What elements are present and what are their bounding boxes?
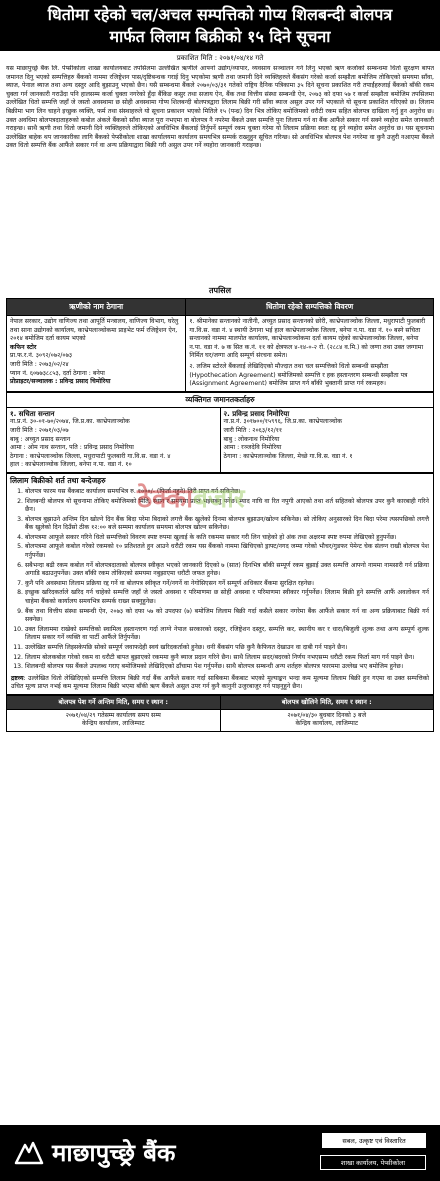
guarantor-2-line: ठेगाना : काभ्रेपलाञ्चोक जिल्ला, मेच्छे गा.वि.स. वडा नं. १ (223, 452, 353, 460)
header-title-line1: धितोमा रहेको चल/अचल सम्पत्तिको गोप्य शिलबन्दी बोलपत्र (47, 5, 393, 24)
tapasil-title: तपसिल (208, 286, 231, 295)
firm-proprietor: प्रोप्राइटर/सञ्चालक : प्रविन्द्र प्रसाद चिमोरिया (10, 378, 111, 386)
guarantor-2-line: ना.प्र.नं. ३०१७००/१५९९६, जि.प्र.का. काभ्रेपलाञ्चोक (223, 418, 343, 426)
guarantor-2-heading: २. प्रविन्द्र प्रसाद निमोरिया (223, 409, 290, 418)
term-item: 8. इच्छुक खरिदकर्ताले खरिद गर्न चाहेको सम्पत्ति जहाँ जे जस्तो अवस्था र परिमाणमा छ सोही अवस्था र परिमाणमा स्वीकार गर्नुपर्नेछ। लिलाम बिक्री हुने सम्पत्ति आफैं अवलोकन गर्न चाहेमा बैंकको कार्यालय समयभित्र सम्पर्क राख्न सक्नुहुनेछ। (25, 589, 429, 606)
opening-date: २०७१/०४/३० बुधबार दिनको ३ बजे (287, 711, 367, 719)
guarantor-1-line: ठेगाना : काभ्रेपलाञ्चोक जिल्ला, मधुरापाटी फुलबारी गा.वि.स. वडा नं. ४ (10, 452, 171, 460)
guarantor-1-line: बाबु : अच्युत प्रसाद सन्तान (10, 435, 71, 443)
notice-header (0, 0, 440, 51)
watermark-logo (137, 479, 245, 515)
guarantor-1 (7, 407, 221, 472)
term-item: 1. बोलपत्र फारम यस बैंकबाट कार्यालय समयभित्र रु. १०००/- (फिर्ता नहुने) तिरी प्राप्त गर्न सकिनेछ। (25, 488, 429, 497)
term-item: 3. बोलपत्र बुझाउने अन्तिम दिन खोल्ने दिन बैंक बिदा परेमा बिदाको लगत्तै बैंक खुलेको दिनमा बोलपत्र बुझाउन/खोल्न सकिनेछ। सो तोकिए अनुसारको दिन बिदा परेमा त्यसपछिको लगत्तै बैंक खुलेको दिन दिउँसो ठीक १२:०० बजे सम्ममा कार्यालय समयमा बोलपत्र खोल्न सकिनेछ। (25, 516, 429, 533)
note-text: : उल्लेखित धितो लेखिदिएको सम्पत्ति लिलाम बिक्री गर्दा बैंक आफैंले सकार गर्दा साबिकमा बैंकबाट भएको मूल्याङ्कन भन्दा कम मूल्यमा लिलाम बिक्री हुन गएमा वा उक्त सम्पत्तिको उचित मूल्य प्राप्त नभई कम मूल्यमा लिलाम बिक्री भएमा बाँकी ऋण बैंकले असुल उपर गर्न कुनै कानुनी उजुरबाजुर गर्न पाइनुहुने छैन। (11, 674, 429, 691)
opening-place: केन्द्रिय कार्यालय, लाजिम्पाट (295, 720, 359, 728)
guarantor-1-heading: १. सचिता सन्तान (10, 409, 55, 418)
firm-reg-no: प्रा.फ.र.नं. ३०९२/०७२/०७३ (10, 352, 73, 360)
term-item: 7. कुनै पनि अवस्थामा लिलाम प्रक्रिया रद्द गर्ने वा बोलपत्र स्वीकृत गर्ने/नगर्ने वा नेगोसिएसन गर्ने सम्पूर्ण अधिकार बैंकमा सुरक्षित रहनेछ। (25, 580, 429, 589)
bank-logo-icon (14, 1137, 44, 1167)
terms-section (6, 473, 434, 695)
guarantor-1-line: आमा : ओम नाथ सन्तान, पति : प्रविन्द्र प्रसाद निमोरिया (10, 444, 134, 452)
borrower-description: नेपाल सरकार, उद्योग वाणिज्य तथा आपूर्ति मन्त्रालय, वाणिज्य विभाग, घरेलु तथा साना उद्योगको कार्यालय, काभ्रेपलाञ्चोकमा प्राइभेट फर्म रजिष्ट्रेशन ऐन, २०१४ बमोजिम दर्ता कायम भएको (10, 318, 179, 343)
borrower-column-header: ऋणीको नाम ठेगाना (7, 299, 186, 316)
collateral-item-2: २. लजिम स्टोरले बैंकलाई लेखिदिएको मौज्दात तथा चल सम्पत्तिको धितो सम्बन्धी सम्झौता (Hypothecation Agreement) बमोजिमको सम्पत्ति र हक हस्तान्तरण सम्बन्धी सम्झौता पत्र (Assignment Agreement) बमोजिम प्राप्त गर्न बाँकी भुक्तानी प्राप्त गर्न रकमहरु। (189, 362, 408, 388)
guarantor-1-line: जारी मिति : २०७१/०३/०७ (10, 426, 69, 434)
note-label: द्रष्टव्य (11, 674, 24, 682)
bank-tagline: सबल, उत्कृष्ट एवं विस्तारित (322, 1133, 426, 1148)
collateral-cell (186, 316, 434, 392)
submit-deadline-place: केन्द्रिय कार्यालय, लाजिम्पाट (81, 720, 145, 728)
schedule-table (6, 695, 434, 732)
submit-deadline-header: बोलपत्र पेश गर्ने अन्तिम मिति, समय र स्थान : (7, 695, 221, 709)
guarantor-2-line: जारी मिति : २०६३/१२/११ (223, 426, 283, 434)
bank-footer (0, 1125, 440, 1181)
guarantor-1-line: ना.प्र.नं. ३०-०१-७०/२०७४, जि.प्र.का. काभ्रेपलाञ्चोक (10, 418, 130, 426)
term-item: 2. शिलबन्दी बोलपत्र यो सूचनामा तोकिए बमोजिमको मिति, स्थान र समयमा प्राप्त भइसक्नु पर्नेछ। म्याद नाघि वा रित नपुगी आएको तथा शर्त सहितको बोलपत्र उपर कुनै कारबाही गरिने छैन। (25, 498, 429, 515)
submit-deadline-cell (7, 709, 221, 731)
term-item: 10. उक्त लिलाममा राखेको सम्पत्तिको स्वामित्व हस्तान्तरण गर्दा लाग्ने नेपाल सरकारको दस्तुर, रजिष्ट्रेशन दस्तुर, सम्पत्ति कर, स्थानीय कर र धारा/बिजुली शुल्क तथा अन्य सम्पूर्ण शुल्क लिलाम सकार गर्ने व्यक्ति वा पार्टी आफैंले तिर्नुपर्नेछ। (25, 626, 429, 643)
borrower-cell (7, 316, 186, 392)
term-item: 6. सबैभन्दा बढी रकम कबोल गर्ने बोलपत्रदाताको बोलपत्र स्वीकृत भएको जानकारी दिएको ७ (सात) दिनभित्र बाँकी सम्पूर्ण रकम बुझाई उक्त सम्पत्ति आफ्नो नाममा नामसारी गर्न प्रक्रिया अगाडि बढाउनुपर्नेछ। उक्त बाँकी रकम तोकिएको समयमा नबुझाएमा धरौटी जफत हुनेछ। (25, 562, 429, 579)
firm-reg-date: जारी मिति : २०७३/०२/२४ (10, 360, 69, 368)
guarantor-2 (220, 407, 434, 472)
guarantor-title: व्यक्तिगत जमानतकर्ताहरु (6, 392, 434, 407)
firm-pan: प्यान नं. ६०७७३८८५३, दर्ता ठेगाना : बनेपा (10, 369, 105, 377)
term-item: 13. शिलबन्दी बोलपत्र यस बैंकले उपलब्ध गराए बमोजिमको लेखिदिएको ढाँचामा पेश गर्नुपर्नेछ। साथै बोलपत्र सम्बन्धी अन्य शर्तहरु बोलपत्र फारममा उल्लेख भए बमोजिम हुनेछ। (25, 663, 429, 672)
guarantor-2-line: बाबु : लोकनाथ निमोरिया (223, 435, 280, 443)
term-item: 12. लिलाम बोलकबोल गरेको रकम वा धरौटी बापत बुझाएको रकममा कुनै ब्याज प्रदान गरिने छैन। साथै लिलाम सदर/बदरको निर्णय नभएसम्म धरौटी रकम फिर्ता माग गर्न पाइने छैन। (25, 654, 429, 663)
firm-name: कफिन स्टोर (10, 343, 37, 351)
opening-header: बोलपत्र खोलिने मिति, समय र स्थान : (220, 695, 434, 709)
intro-paragraph: यस माछापुच्छ्रे बैंक लि. पेप्सीकोला शाखा कार्यालयबाट तपसिलमा उल्लेखित ऋणीले आफ्नो उद्योग/व्यापार, व्यवसाय सञ्चालन गर्न लिनु भएको ऋण कर्जाको सम्बन्धमा धितो सुरक्षण बापत जमानत दिनु भएको सम्पत्तिहरु बैंकको नाममा रजिष्ट्रेशन पास/दृष्टिबन्धक गराई दिनु भएकोमा ऋणी तथा जमानी दिने व्यक्तिहरुले बैंकसंग गरेको कर्जा सम्झौता बमोजिम तोकिएको समयमा साँवा, ब्याज, पेनाल ब्याज तथा अन्य दस्तुर आदि बुझाउनु भएको छैन। यसै सम्बन्धमा बैंकले २०७०/०३/३१ गतेको राष्ट्रिय दैनिक पत्रिकामा ३५ दिने सूचना प्रकाशित गरी तपाईंहरुलाई बैंकको बाँकी रकम चुक्ता गर्न जानकारी गराउँदा पनि हालसम्म कर्जा चुक्ता नगरेको हुँदा बैंकिङ कसुर तथा सजाय ऐन, बैंक तथा वित्तीय संस्था सम्बन्धी ऐन, २०७३ को दफा ५७ र कर्जा सम्झौता बमोजिम तपसिलमा उल्लेखित धितो सम्पत्ति जहाँ जे जस्तो अवस्थामा छ सोही अवस्थामा गोप्य शिलबन्दी बोलपत्रद्वारा लिलाम बिक्री गरी साँवा ब्याज असुल उपर गर्ने भएकाले यो सूचना प्रकाशित गरिएको छ। लिलाम बिक्रीमा भाग लिन चाहने इच्छुक व्यक्ति, फर्म तथा संस्थाहरुले यो सूचना प्रकाशन भएको मितिले १५ (पन्ध्र) दिन भित्र तोकिए बमोजिमको धरौटी रकम सहित बोलपत्र दाखिला गर्नु हुन अनुरोध छ। उक्त अवधिमा बोलपत्रदाताहरुको कबोल अंकले बैंकको साँवा ब्याज पूरा नभएमा वा बोलपत्र नै नपरेमा बैंकले उक्त सम्पत्ति पुनः लिलाम गर्न वा बैंक आफैंले सकार गर्न सक्ने व्यहोरा समेत जानकारी गराइन्छ। साथै ऋणी तथा धितो जमानी दिने व्यक्तिहरुले तोकिएको अवधिभित्र बैंकलाई तिर्नुपर्ने सम्पूर्ण रकम चुक्ता गरेमा यो लिलाम प्रक्रिया स्वतः रद्द हुने व्यहोरा समेत अनुरोध छ। यस सूचनामा उल्लेखित बाहेक थप जानकारीका लागि बैंकको पेप्सीकोला शाखा कार्यालयमा कार्यालय समयभित्र सम्पर्क राख्नुहुन सूचित गरिन्छ। सो अवधिभित्र बोलपत्र पेश नगरेमा वा कुनै उजुरी नआएमा बैंकले उक्त धितो सम्पत्ति बैंक आफैंले सकार गर्न वा अन्य प्रक्रियाद्वारा बिक्री गरी असुल उपर गर्ने व्यहोरा जानकारी गराइन्छ। (6, 65, 434, 150)
watermark-text-1: ठेक्का (137, 483, 193, 514)
terms-title: लिलाम बिक्रीको शर्त तथा बन्देजहरु (10, 475, 106, 485)
term-item: 9. बैंक तथा वित्तीय संस्था सम्बन्धी ऐन, २०७३ को दफा ५७ को उपदफा (७) बमोजिम लिलाम बिक्री गर्दा कसैले सकार नगरेमा बैंक आफैंले सकार गर्न वा अन्य प्रक्रियाबाट बिक्री गर्न सक्नेछ। (25, 608, 429, 625)
publication-date: प्रकाशित मिति : २०७१/०४/१४ गते (176, 54, 264, 62)
borrower-collateral-table (6, 298, 434, 392)
term-item: 11. उल्लेखित सम्पत्ति लिइसकेपछि सोको सम्पूर्ण जवाफदेही स्वयं खरिदकर्ताको हुनेछ। धनी बैंकसंग पछि कुनै कैफियत देखाउन वा दाबी गर्न पाइने छैन। (25, 644, 429, 653)
submit-deadline-date: २०७१/०४/२९ गतेसम्म कार्यालय समय सम्म (65, 711, 161, 719)
term-item: 5. बोलपत्रमा आफूले कबोल गरेको रकमको १० प्रतिशतले हुन आउने धरौटी रकम यस बैंकको नाममा खिचिएको ड्राफ्ट/नगद जम्मा गरेको भौचर/गुडफर पेमेन्ट चेक संलग्न राखी बोलपत्र पेश गर्नुपर्नेछ। (25, 543, 429, 560)
bank-name: माछापुच्छ्रे बैंक (52, 1139, 176, 1167)
branch-name: शाखा कार्यालय, पेप्सीकोला (320, 1155, 426, 1170)
header-title-line2: मार्फत लिलाम बिक्रीको १५ दिने सूचना (109, 27, 331, 46)
terms-list (7, 488, 433, 672)
guarantor-table (6, 407, 434, 473)
watermark-text-2: बजार (192, 483, 245, 514)
note-paragraph (7, 673, 433, 694)
opening-cell (220, 709, 434, 731)
guarantor-2-line: आमा : रञ्जदेवि निमोरिया (223, 444, 282, 452)
collateral-column-header: धितोमा रहेको सम्पत्तिको विवरण (186, 299, 434, 316)
collateral-item-1: १. श्रीमानेका सन्तानको नातीनी, अच्युत प्रसाद सन्तानको छोरी, काभ्रेपलाञ्चोक जिल्ला, मधुरापाटी फुलबारी गा.वि.स. वडा नं. ४ स्थायी ठेगाना भई हाल काभ्रेपलाञ्चोक जिल्ला, बनेपा न.पा. वडा नं. १० बस्ने सचिता सन्तानको नाममा मालपोत कार्यालय, काभ्रेपलाञ्चोकमा दर्ता कायम रहेको काभ्रेपलाञ्चोक जिल्ला, बनेपा न.पा. वडा नं. ७ क सित क.नं. ११ को क्षेत्रफल ४-१४-०-२ रो. (२८८४ व.मि.) को जग्गा तथा उक्त जग्गामा निर्मित घर/जग्गा आदि सम्पूर्ण संरचना समेत। (189, 318, 426, 360)
term-item: 4. बोलपत्रमा आफूले सकार गरिने धितो सम्पत्तिको विवरण स्पष्ट रुपमा खुलाई के कति रकममा सकार गरी लिन चाहेको हो अंक तथा अक्षरमा स्पष्ट रुपमा लेखिएको हुनुपर्नेछ। (25, 534, 429, 543)
guarantor-1-line: हाल : काभ्रेपलाञ्चोक जिल्ला, बनेपा न.पा. वडा नं. १० (10, 461, 132, 469)
